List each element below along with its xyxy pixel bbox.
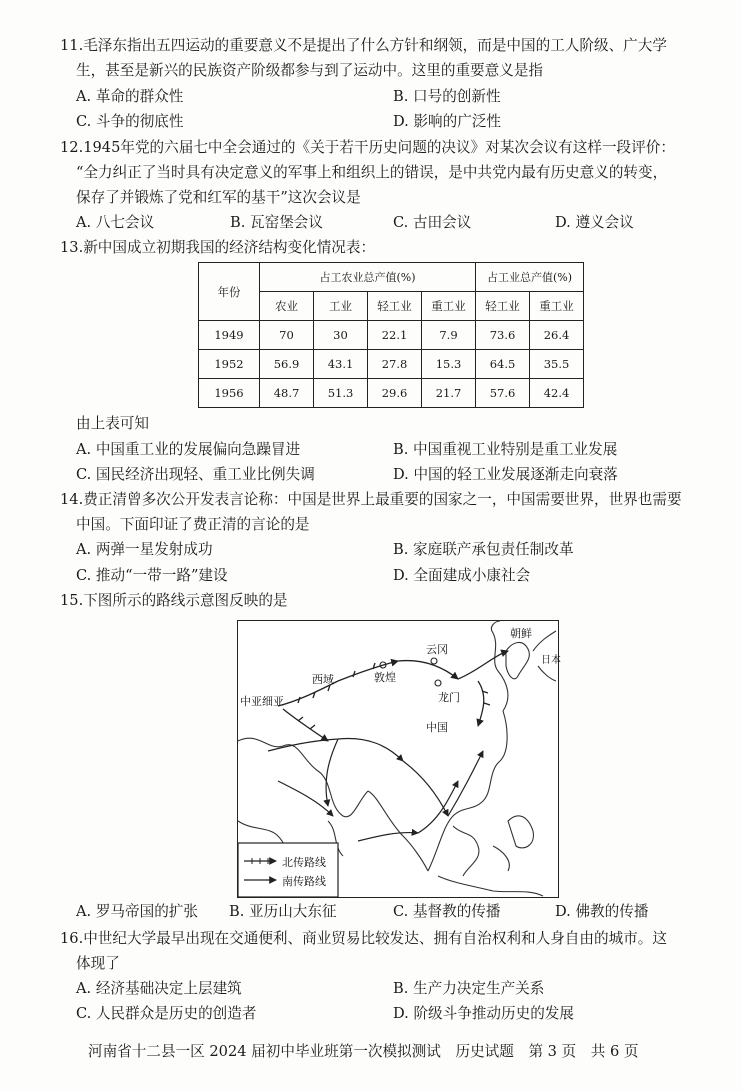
table-cell: 15.3: [422, 350, 476, 379]
table-cell: 51.3: [314, 379, 368, 408]
table-cell: 42.4: [530, 379, 584, 408]
longmen-dot: [435, 680, 441, 686]
table-cell: 30: [314, 321, 368, 350]
q16-option-a[interactable]: A. 经济基础决定上层建筑: [76, 980, 242, 997]
q13-after: 由上表可知: [76, 415, 149, 432]
q14-option-b[interactable]: B. 家庭联产承包责任制改革: [393, 541, 574, 558]
table-cell-year: 1956: [199, 379, 260, 408]
q15-option-d[interactable]: D. 佛教的传播: [555, 903, 649, 920]
table-cell: 43.1: [314, 350, 368, 379]
q16-stem-line2: 体现了: [76, 955, 120, 972]
q13-option-c[interactable]: C. 国民经济出现轻、重工业比例失调: [76, 466, 315, 483]
table-col-header: 轻工业: [368, 292, 422, 321]
q12-stem-line2: “全力纠正了当时具有决定意义的军事上和组织上的错误，是中共党内最有历史意义的转变，: [76, 164, 668, 181]
label-korea: 朝鲜: [510, 627, 532, 640]
table-group2-header: 占工业总产值(%): [476, 263, 584, 292]
table-cell: 26.4: [530, 321, 584, 350]
table-col-header: 轻工业: [476, 292, 530, 321]
buddhism-route-map: [237, 620, 559, 898]
table-group1-header: 占工农业总产值(%): [260, 263, 476, 292]
q13-stem: 13.新中国成立初期我国的经济结构变化情况表：: [60, 239, 376, 256]
table-year-header: 年份: [199, 263, 260, 321]
page-footer: 河南省十二县一区 2024 届初中毕业班第一次模拟测试 历史试题 第 3 页 共 6 页: [88, 1043, 639, 1060]
q12-option-d[interactable]: D. 遵义会议: [555, 214, 634, 231]
q16-option-d[interactable]: D. 阶级斗争推动历史的发展: [393, 1005, 574, 1022]
table-cell: 70: [260, 321, 314, 350]
legend-north-label: 北传路线: [282, 856, 326, 869]
q12-stem-line1: 12.1945年党的六届七中全会通过的《关于若干历史问题的决议》对某次会议有这样一段评价：: [60, 139, 675, 156]
label-china: 中国: [426, 721, 448, 734]
q14-stem-line1: 14.费正清曾多次公开发表言论称：中国是世界上最重要的国家之一，中国需要世界，世界也需要: [60, 491, 682, 508]
table-cell-year: 1949: [199, 321, 260, 350]
q15-option-a[interactable]: A. 罗马帝国的扩张: [76, 903, 198, 920]
table-cell: 7.9: [422, 321, 476, 350]
table-cell: 35.5: [530, 350, 584, 379]
table-col-header: 重工业: [422, 292, 476, 321]
q13-option-b[interactable]: B. 中国重视工业特别是重工业发展: [393, 441, 618, 458]
label-japan: 日本: [541, 655, 561, 666]
table-col-header: 农业: [260, 292, 314, 321]
q16-option-c[interactable]: C. 人民群众是历史的创造者: [76, 1005, 257, 1022]
table-cell: 22.1: [368, 321, 422, 350]
q12-stem-line3: 保存了并锻炼了党和红军的基干”这次会议是: [76, 189, 361, 206]
map-drawing: [238, 621, 561, 897]
q14-option-d[interactable]: D. 全面建成小康社会: [393, 567, 531, 584]
north-route: [278, 651, 508, 741]
label-yungang: 云冈: [426, 643, 448, 656]
q14-option-c[interactable]: C. 推动“一带一路”建设: [76, 567, 228, 584]
q11-option-a[interactable]: A. 革命的群众性: [76, 88, 184, 105]
table-row: [199, 379, 584, 408]
label-xiyu: 西域: [312, 673, 334, 686]
table-row: [199, 321, 584, 350]
table-row: [199, 350, 584, 379]
q11-option-b[interactable]: B. 口号的创新性: [393, 88, 501, 105]
table-cell-year: 1952: [199, 350, 260, 379]
q16-stem-line1: 16.中世纪大学最早出现在交通便利、商业贸易比较发达、拥有自治权利和人身自由的城市。这: [60, 930, 667, 947]
legend-south-label: 南传路线: [282, 875, 326, 888]
q13-option-d[interactable]: D. 中国的轻工业发展逐渐走向衰落: [393, 466, 618, 483]
economy-table: [198, 262, 584, 408]
q14-stem-line2: 中国。下面印证了费正清的言论的是: [76, 516, 310, 533]
table-cell: 57.6: [476, 379, 530, 408]
q12-option-b[interactable]: B. 瓦窑堡会议: [230, 214, 323, 231]
label-longmen: 龙门: [438, 691, 460, 704]
q16-option-b[interactable]: B. 生产力决定生产关系: [393, 980, 545, 997]
q11-stem-line1: 11.毛泽东指出五四运动的重要意义不是提出了什么方针和纲领，而是中国的工人阶级、广大学: [60, 37, 667, 54]
q12-option-a[interactable]: A. 八七会议: [76, 214, 155, 231]
table-col-header: 工业: [314, 292, 368, 321]
q15-option-c[interactable]: C. 基督教的传播: [393, 903, 501, 920]
table-cell: 27.8: [368, 350, 422, 379]
q15-option-b[interactable]: B. 亚历山大东征: [229, 903, 337, 920]
q11-option-d[interactable]: D. 影响的广泛性: [393, 113, 502, 130]
label-dunhuang: 敦煌: [374, 671, 396, 684]
q11-stem-line2: 生，甚至是新兴的民族资产阶级都参与到了运动中。这里的重要意义是指: [76, 62, 544, 79]
yungang-dot: [431, 658, 437, 664]
q15-stem: 15.下图所示的路线示意图反映的是: [60, 592, 288, 609]
table-cell: 73.6: [476, 321, 530, 350]
table-cell: 29.6: [368, 379, 422, 408]
label-central-asia: 中亚细亚: [240, 695, 284, 708]
q13-option-a[interactable]: A. 中国重工业的发展偏向急躁冒进: [76, 441, 301, 458]
south-route: [268, 738, 483, 841]
table-cell: 21.7: [422, 379, 476, 408]
q11-option-c[interactable]: C. 斗争的彻底性: [76, 113, 184, 130]
q14-option-a[interactable]: A. 两弹一星发射成功: [76, 541, 213, 558]
table-cell: 64.5: [476, 350, 530, 379]
legend-box: [238, 843, 338, 897]
table-cell: 56.9: [260, 350, 314, 379]
q12-option-c[interactable]: C. 古田会议: [393, 214, 472, 231]
table-cell: 48.7: [260, 379, 314, 408]
table-col-header: 重工业: [530, 292, 584, 321]
